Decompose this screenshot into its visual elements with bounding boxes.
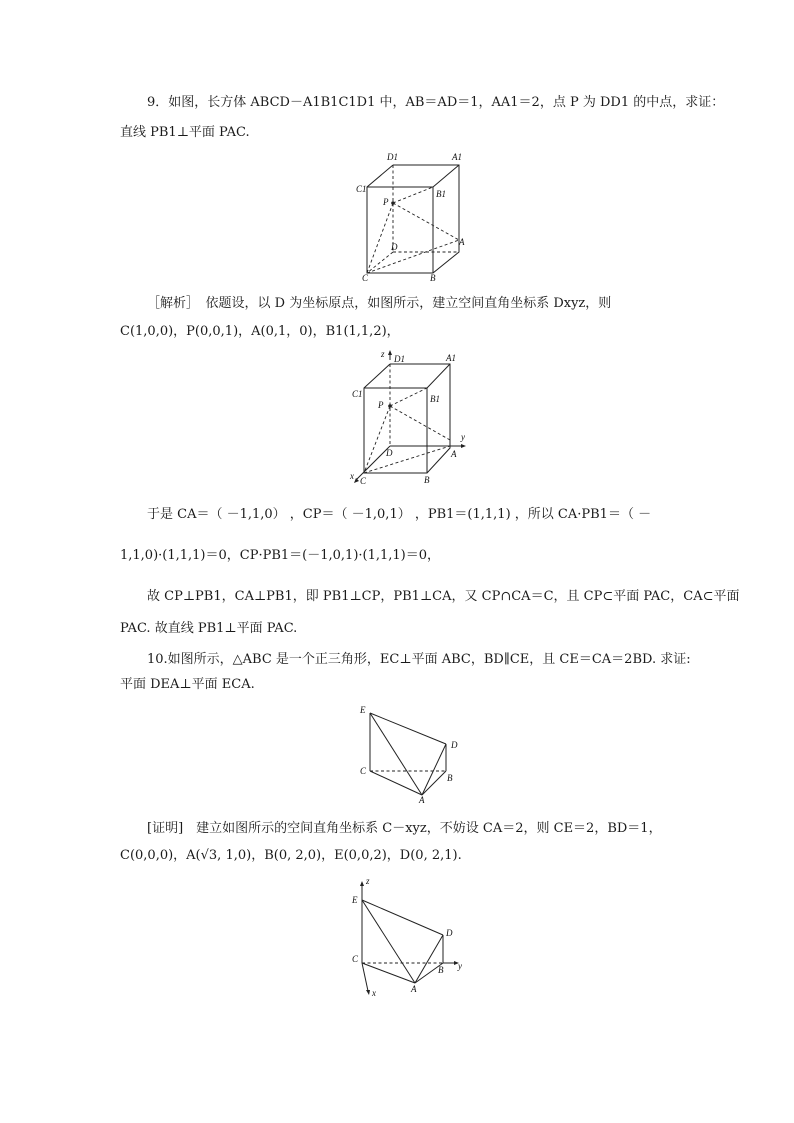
label-P: P — [383, 197, 389, 207]
label-C: C — [360, 476, 367, 486]
label-E: E — [352, 895, 358, 905]
label-E: E — [360, 705, 366, 715]
label-y: y — [458, 961, 462, 971]
solution-9-line-1: ［解析］ 依题设，以 D 为坐标原点，如图所示，建立空间直角坐标系 Dxyz，则 — [147, 296, 612, 311]
label-C1: C1 — [352, 389, 363, 399]
solution-9-line-2: C(1,0,0)，P(0,0,1)，A(0,1，0)，B1(1,1,2)， — [120, 324, 400, 339]
label-D: D — [386, 448, 393, 458]
label-B: B — [424, 475, 430, 485]
label-z: z — [366, 876, 370, 886]
label-z: z — [381, 349, 385, 359]
label-D: D — [391, 242, 398, 252]
label-x: x — [372, 988, 376, 998]
label-D1: D1 — [387, 152, 398, 162]
label-A: A — [459, 237, 465, 247]
label-C1: C1 — [356, 184, 367, 194]
label-C: C — [352, 954, 359, 964]
problem-9-line-2: 直线 PB1⊥平面 PAC. — [120, 125, 250, 140]
label-D: D — [451, 740, 458, 750]
label-B1: B1 — [430, 394, 440, 404]
label-x: x — [350, 471, 354, 481]
label-D: D — [446, 928, 453, 938]
label-B: B — [438, 965, 444, 975]
solution-9-line-6: PAC. 故直线 PB1⊥平面 PAC. — [120, 621, 298, 636]
problem-9-line-1: 9．如图，长方体 ABCD－A1B1C1D1 中，AB＝AD＝1，AA1＝2，点 P 为 DD1 的中点，求证： — [147, 95, 725, 110]
label-A1: A1 — [446, 353, 456, 363]
solution-9-line-4: 1,1,0)·(1,1,1)＝0，CP·PB1＝(－1,0,1)·(1,1,1)＝0， — [120, 548, 441, 563]
label-D1: D1 — [394, 354, 405, 364]
label-A1: A1 — [452, 152, 462, 162]
label-B: B — [447, 773, 453, 783]
proof-10-line-1: [证明] 建立如图所示的空间直角坐标系 C－xyz，不妨设 CA＝2，则 CE＝2，BD＝1， — [147, 821, 662, 836]
label-C: C — [360, 766, 367, 776]
label-A: A — [451, 449, 457, 459]
label-y: y — [461, 432, 465, 442]
label-A: A — [419, 795, 425, 805]
label-P: P — [378, 400, 384, 410]
problem-10-line-1: 10.如图所示，△ABC 是一个正三角形，EC⊥平面 ABC，BD∥CE，且 CE＝CA＝2BD. 求证: — [147, 652, 691, 667]
label-A: A — [411, 984, 417, 994]
proof-10-line-2: C(0,0,0)，A(√3, 1,0)，B(0, 2,0)，E(0,0,2)，D(0, 2,1). — [120, 848, 462, 863]
label-B: B — [430, 273, 436, 283]
solution-9-line-3: 于是 CA＝（ －1,1,0） ，CP＝（ －1,0,1） ，PB1＝(1,1,1) ，所以 CA·PB1＝（ － — [147, 507, 652, 522]
solution-9-line-5: 故 CP⊥PB1，CA⊥PB1，即 PB1⊥CP，PB1⊥CA，又 CP∩CA＝C，且 CP⊂平面 PAC，CA⊂平面 — [147, 589, 740, 604]
problem-10-line-2: 平面 DEA⊥平面 ECA. — [120, 677, 255, 692]
label-C: C — [362, 273, 369, 283]
label-B1: B1 — [436, 189, 446, 199]
